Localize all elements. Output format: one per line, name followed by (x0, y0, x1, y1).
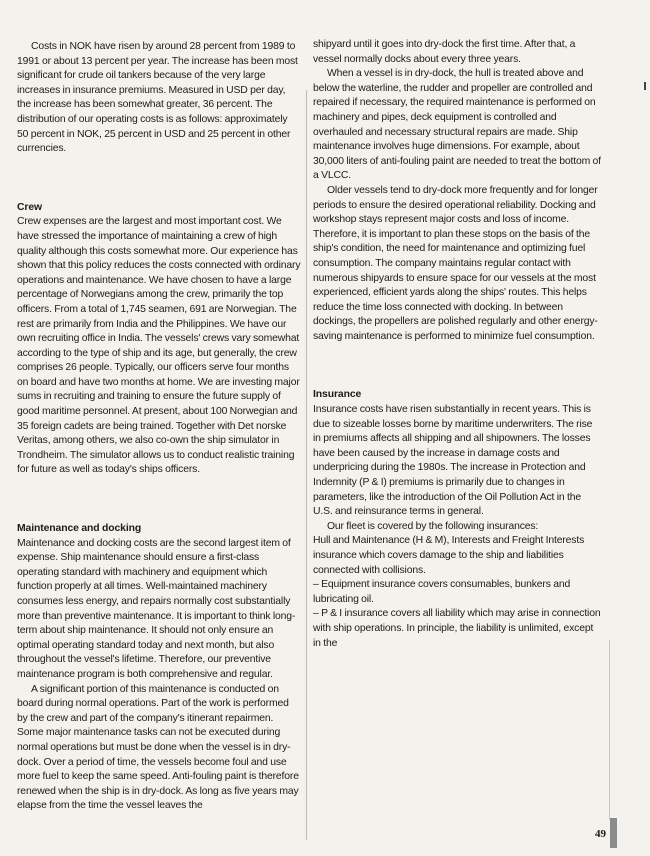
margin-mark (644, 82, 646, 90)
crew-heading: Crew (17, 201, 43, 213)
equipment-insurance-item: – Equipment insurance covers consumables, bunkers and lubricating oil. (313, 579, 571, 605)
maintenance-paragraph-1: Maintenance and docking costs are the second largest item of expense. Ship maintenance should ensure a first-class operating standard with machinery and equipment which function properly at all times. Well-maintained machinery consumes less energy, and repairs normally cost substantially more than preventive maintenance. It is important to think long-term about ship maintenance. It should not only ensure an optimal operating standard today and next month, but also throughout the vessel's lifetime. Therefore, our preventive maintenance program is both comprehensive and regular. (17, 537, 296, 680)
left-column (17, 40, 301, 814)
older-vessels-paragraph: Older vessels tend to dry-dock more frequently and for longer periods to ensure the desired operational reliability. Docking and workshop stays represent major costs and loss of income. Therefore, it is important to plan these stops on the basis of the ship's condition, the need for maintenance and optimizing fuel consumption. The company maintains regular contact with numerous shipyards to ensure space for our vessels at the most experienced, efficient yards along the ships' routes. This helps reduce the time loss connected with docking. In between dockings, the propellers are polished regularly and other energy-saving maintenance is performed to minimize fuel consumption. (313, 184, 598, 342)
column-divider (306, 90, 307, 840)
insurance-paragraph: Insurance costs have risen substantially in recent years. This is due to sizeable losses borne by maritime underwriters. The rise in premiums affects all shipping and all shipowners. The losses have been caused by the increase in damage costs and underpricing during the 1980s. The increase in Protection and Indemnity (P & I) premiums is primarily due to changes in parameters, like the introduction of the Oil Pollution Act in the U.S. and reinsurance terms in general. (313, 404, 593, 518)
crew-paragraph: Crew expenses are the largest and most important cost. We have stressed the importance of maintaining a crew of high quality although this costs somewhat more. Our experience has shown that this policy reduces the costs connected with ordinary operations and maintenance. We have chosen to have a large percentage of Norwegians among the crew, primarily the top officers. From a total of 1,745 seamen, 691 are Norwegian. The rest are primarily from India and the Philippines. We have our own recruiting office in India. The vessels' crews vary somewhat according to the type of ship and its age, but generally, the crew comprises 26 people. Typically, our officers serve four months on board and have two months at home. We are investing major sums in recruiting and training to ensure the future supply of good maritime personnel. At present, about 100 Norwegian and 35 foreign cadets are being trained. Together with Det norske Veritas, among others, we also co-own the ship simulator in Trondheim. The simulator allows us to conduct realistic training for future as well as today's ships officers. (17, 216, 301, 476)
intro-paragraph: Costs in NOK have risen by around 28 percent from 1989 to 1991 or about 13 percent per year. The increase has been most significant for crude oil tankers because of the very large increases in insurance premiums. Measured in USD per day, the increase has been somewhat greater, 36 percent. The distribution of our operating costs is as follows: approximately 50 percent in NOK, 25 percent in USD and 25 percent in other currencies. (17, 41, 298, 155)
hull-insurance-item: Hull and Maintenance (H & M), Interests and Freight Interests insurance which covers damage to the ship and liabilities connected with collisions. (313, 535, 585, 576)
page-edge-bar (610, 818, 617, 848)
fleet-paragraph: Our fleet is covered by the following insurances: (327, 520, 539, 532)
insurance-heading: Insurance (313, 389, 362, 401)
page-edge-line (609, 640, 610, 820)
right-column (313, 38, 602, 651)
continuation-paragraph: shipyard until it goes into dry-dock the first time. After that, a vessel normally docks about every three years. (313, 39, 576, 65)
maintenance-heading: Maintenance and docking (17, 523, 142, 535)
drydock-paragraph: When a vessel is in dry-dock, the hull is treated above and below the waterline, the rudder and propeller are controlled and repaired if necessary, the required maintenance is performed on machinery and pipes, deck equipment is controlled and overhauled and necessary structural repairs are made. Ship maintenance involves huge dimensions. For example, about 30,000 liters of anti-fouling paint are needed to treat the bottom of a VLCC. (313, 68, 601, 182)
pi-insurance-item: – P & I insurance covers all liability which may arise in connection with ship operations. In principle, the liability is unlimited, except in the (313, 608, 601, 649)
page-number: 49 (595, 828, 606, 840)
maintenance-paragraph-2: A significant portion of this maintenance is conducted on board during normal operations. Part of the work is performed by the crew and part of the company's itinerant repairmen. Some major maintenance tasks can not be executed during normal operations but must be done when the vessel is in dry-dock. Over a period of time, the vessels become foul and use more fuel to keep the same speed. Anti-fouling paint is therefore renewed when the ship is in dry-dock. As long as five years may elapse from the time the vessel leaves the (17, 683, 299, 812)
